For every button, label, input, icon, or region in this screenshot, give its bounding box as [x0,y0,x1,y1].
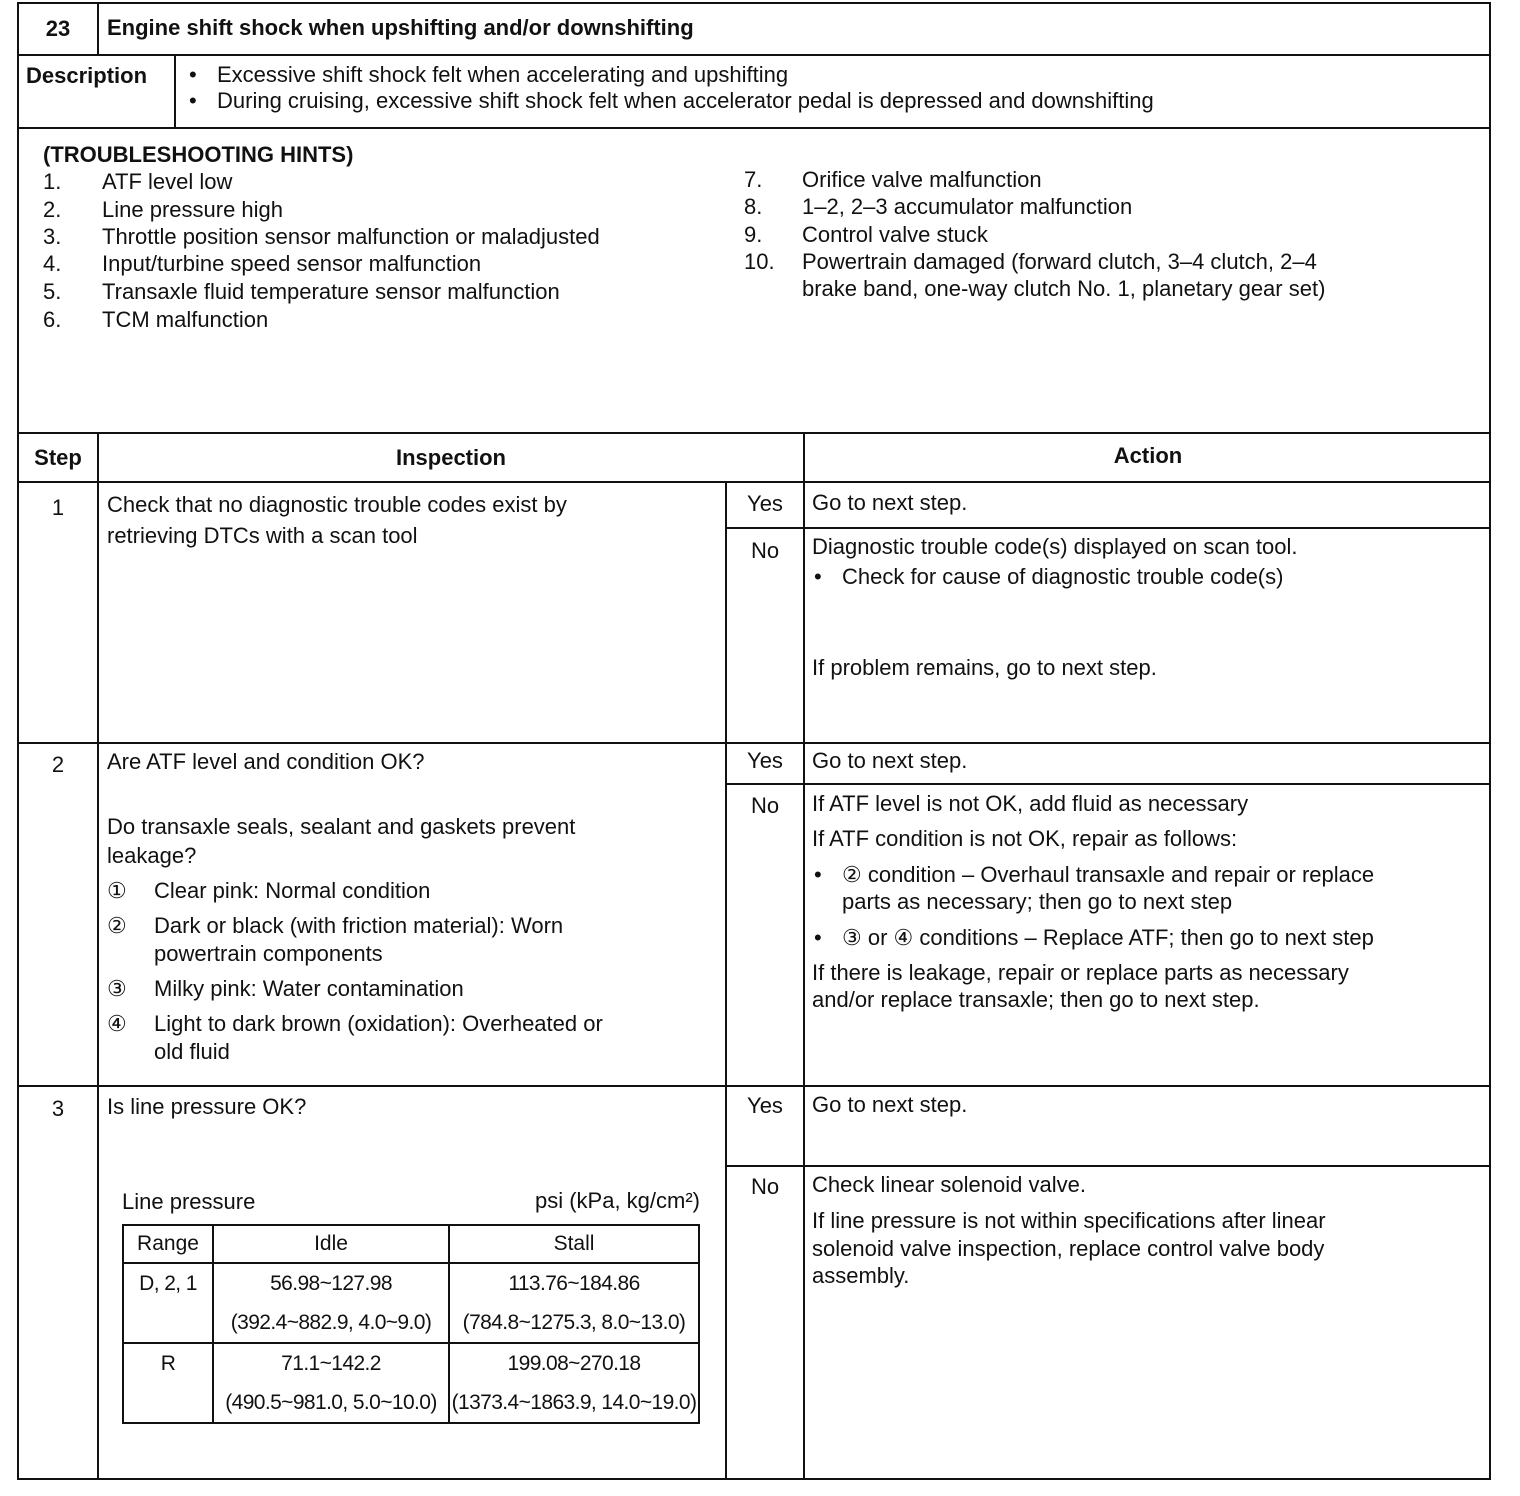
no-action: If ATF condition is not OK, repair as follows: [812,826,1238,851]
idle-metric: (490.5~981.0, 5.0~10.0) [225,1391,437,1414]
idle-psi: 71.1~142.2 [281,1352,381,1375]
hint-text: ATF level low [102,169,233,194]
no-label: No [750,793,780,818]
condition-mark: ③ [107,976,127,1001]
stall-header: Stall [449,1225,699,1263]
range-value: D, 2, 1 [139,1272,197,1295]
line-pressure-table [122,1224,700,1424]
condition-text: Clear pink: Normal condition [154,878,431,903]
hint-text: TCM malfunction [102,307,269,332]
divider [17,127,1491,129]
no-action: and/or replace transaxle; then go to next step. [812,987,1260,1012]
inspection-text: Check that no diagnostic trouble codes exist by [107,492,567,517]
range-header: Range [123,1225,213,1263]
hints-title: (TROUBLESHOOTING HINTS) [43,142,354,167]
yes-label: Yes [747,491,783,516]
stall-cell [449,1343,699,1423]
yes-action: Go to next step. [812,1092,968,1117]
divider [17,54,1491,56]
no-action-bullet: • ③ or ④ conditions – Replace ATF; then go to next step [842,924,1374,951]
hint-text-continued: brake band, one-way clutch No. 1, planetary gear set) [802,276,1326,301]
inspection-text: leakage? [107,843,197,868]
idle-header: Idle [213,1225,449,1263]
step-number: 1 [51,495,65,520]
divider [17,481,1491,483]
hint-number: 10. [744,249,775,274]
no-action: Check linear solenoid valve. [812,1172,1086,1197]
condition-mark: ② [107,913,127,938]
inspection-text: Is line pressure OK? [107,1094,307,1119]
table-row [123,1263,699,1343]
hint-text: 1–2, 2–3 accumulator malfunction [802,194,1133,219]
stall-psi: 199.08~270.18 [507,1352,641,1375]
description-item: • Excessive shift shock felt when accelerating and upshifting [217,61,788,88]
divider [174,54,176,127]
range-cell [123,1263,213,1343]
hint-text: Control valve stuck [802,222,988,247]
hint-text: Powertrain damaged (forward clutch, 3–4 clutch, 2–4 [802,249,1317,274]
range-value: R [160,1352,176,1375]
idle-metric: (392.4~882.9, 4.0~9.0) [230,1311,432,1334]
condition-text: old fluid [154,1039,230,1064]
step-number: 3 [51,1096,65,1121]
stall-cell [449,1263,699,1343]
procedure-title: Engine shift shock when upshifting and/or downshifting [107,15,694,40]
condition-text: powertrain components [154,941,383,966]
no-label: No [750,1174,780,1199]
condition-text: Dark or black (with friction material): Worn [154,913,564,938]
hint-number: 4. [43,251,62,276]
divider [97,2,99,54]
divider [803,432,805,1480]
no-action-bullet-continued: parts as necessary; then go to next step [842,889,1233,914]
divider [725,1165,1491,1167]
hint-number: 3. [43,224,62,249]
yes-action: Go to next step. [812,490,968,515]
divider [725,783,1491,785]
hint-number: 1. [43,169,62,194]
condition-text: Light to dark brown (oxidation): Overheated or [154,1011,603,1036]
no-action-bullet: • ② condition – Overhaul transaxle and repair or replace [842,861,1374,888]
no-action: assembly. [812,1263,910,1288]
hint-text: Orifice valve malfunction [802,167,1042,192]
divider [17,432,1491,434]
inspection-text: Do transaxle seals, sealant and gaskets prevent [107,814,576,839]
table-row [123,1343,699,1423]
divider [17,1085,1491,1087]
no-action-bullet: • Check for cause of diagnostic trouble code(s) [842,563,1283,590]
hint-text: Line pressure high [102,197,284,222]
yes-action: Go to next step. [812,748,968,773]
inspection-text: retrieving DTCs with a scan tool [107,523,418,548]
inspection-column-header: Inspection [395,445,506,470]
yes-label: Yes [747,1093,783,1118]
hint-text: Throttle position sensor malfunction or maladjusted [102,224,600,249]
divider [17,742,1491,744]
divider [97,432,99,1480]
idle-cell [213,1263,449,1343]
line-pressure-unit: psi (kPa, kg/cm²) [534,1188,700,1213]
hint-number: 8. [744,194,763,219]
hint-text: Transaxle fluid temperature sensor malfunction [102,279,560,304]
range-cell [123,1343,213,1423]
divider [725,527,1491,529]
hint-number: 9. [744,222,763,247]
hint-number: 5. [43,279,62,304]
hint-number: 7. [744,167,763,192]
table-header-row [123,1225,699,1263]
hint-number: 2. [43,197,62,222]
idle-psi: 56.98~127.98 [270,1272,392,1295]
no-action: If problem remains, go to next step. [812,655,1157,680]
yes-label: Yes [747,748,783,773]
action-column-header: Action [1113,443,1183,468]
step-column-header: Step [34,445,82,470]
no-action: If ATF level is not OK, add fluid as necessary [812,791,1249,816]
condition-mark: ① [107,878,127,903]
description-item: • During cruising, excessive shift shock felt when accelerator pedal is depressed and downshifting [217,87,1154,114]
stall-psi: 113.76~184.86 [508,1272,640,1295]
stall-metric: (784.8~1275.3, 8.0~13.0) [462,1311,686,1334]
stall-metric: (1373.4~1863.9, 14.0~19.0) [451,1391,697,1414]
description-label: Description [26,63,148,88]
line-pressure-title: Line pressure [122,1189,256,1214]
condition-mark: ④ [107,1011,127,1036]
hint-text: Input/turbine speed sensor malfunction [102,251,482,276]
no-action: If there is leakage, repair or replace parts as necessary [812,960,1349,985]
procedure-number: 23 [45,16,71,41]
condition-text: Milky pink: Water contamination [154,976,464,1001]
divider [725,481,727,1480]
no-action: If line pressure is not within specifications after linear [812,1208,1326,1233]
no-label: No [750,538,780,563]
idle-cell [213,1343,449,1423]
no-action: Diagnostic trouble code(s) displayed on scan tool. [812,534,1298,559]
step-number: 2 [51,752,65,777]
hint-number: 6. [43,307,62,332]
no-action: solenoid valve inspection, replace control valve body [812,1236,1325,1261]
inspection-text: Are ATF level and condition OK? [107,749,425,774]
